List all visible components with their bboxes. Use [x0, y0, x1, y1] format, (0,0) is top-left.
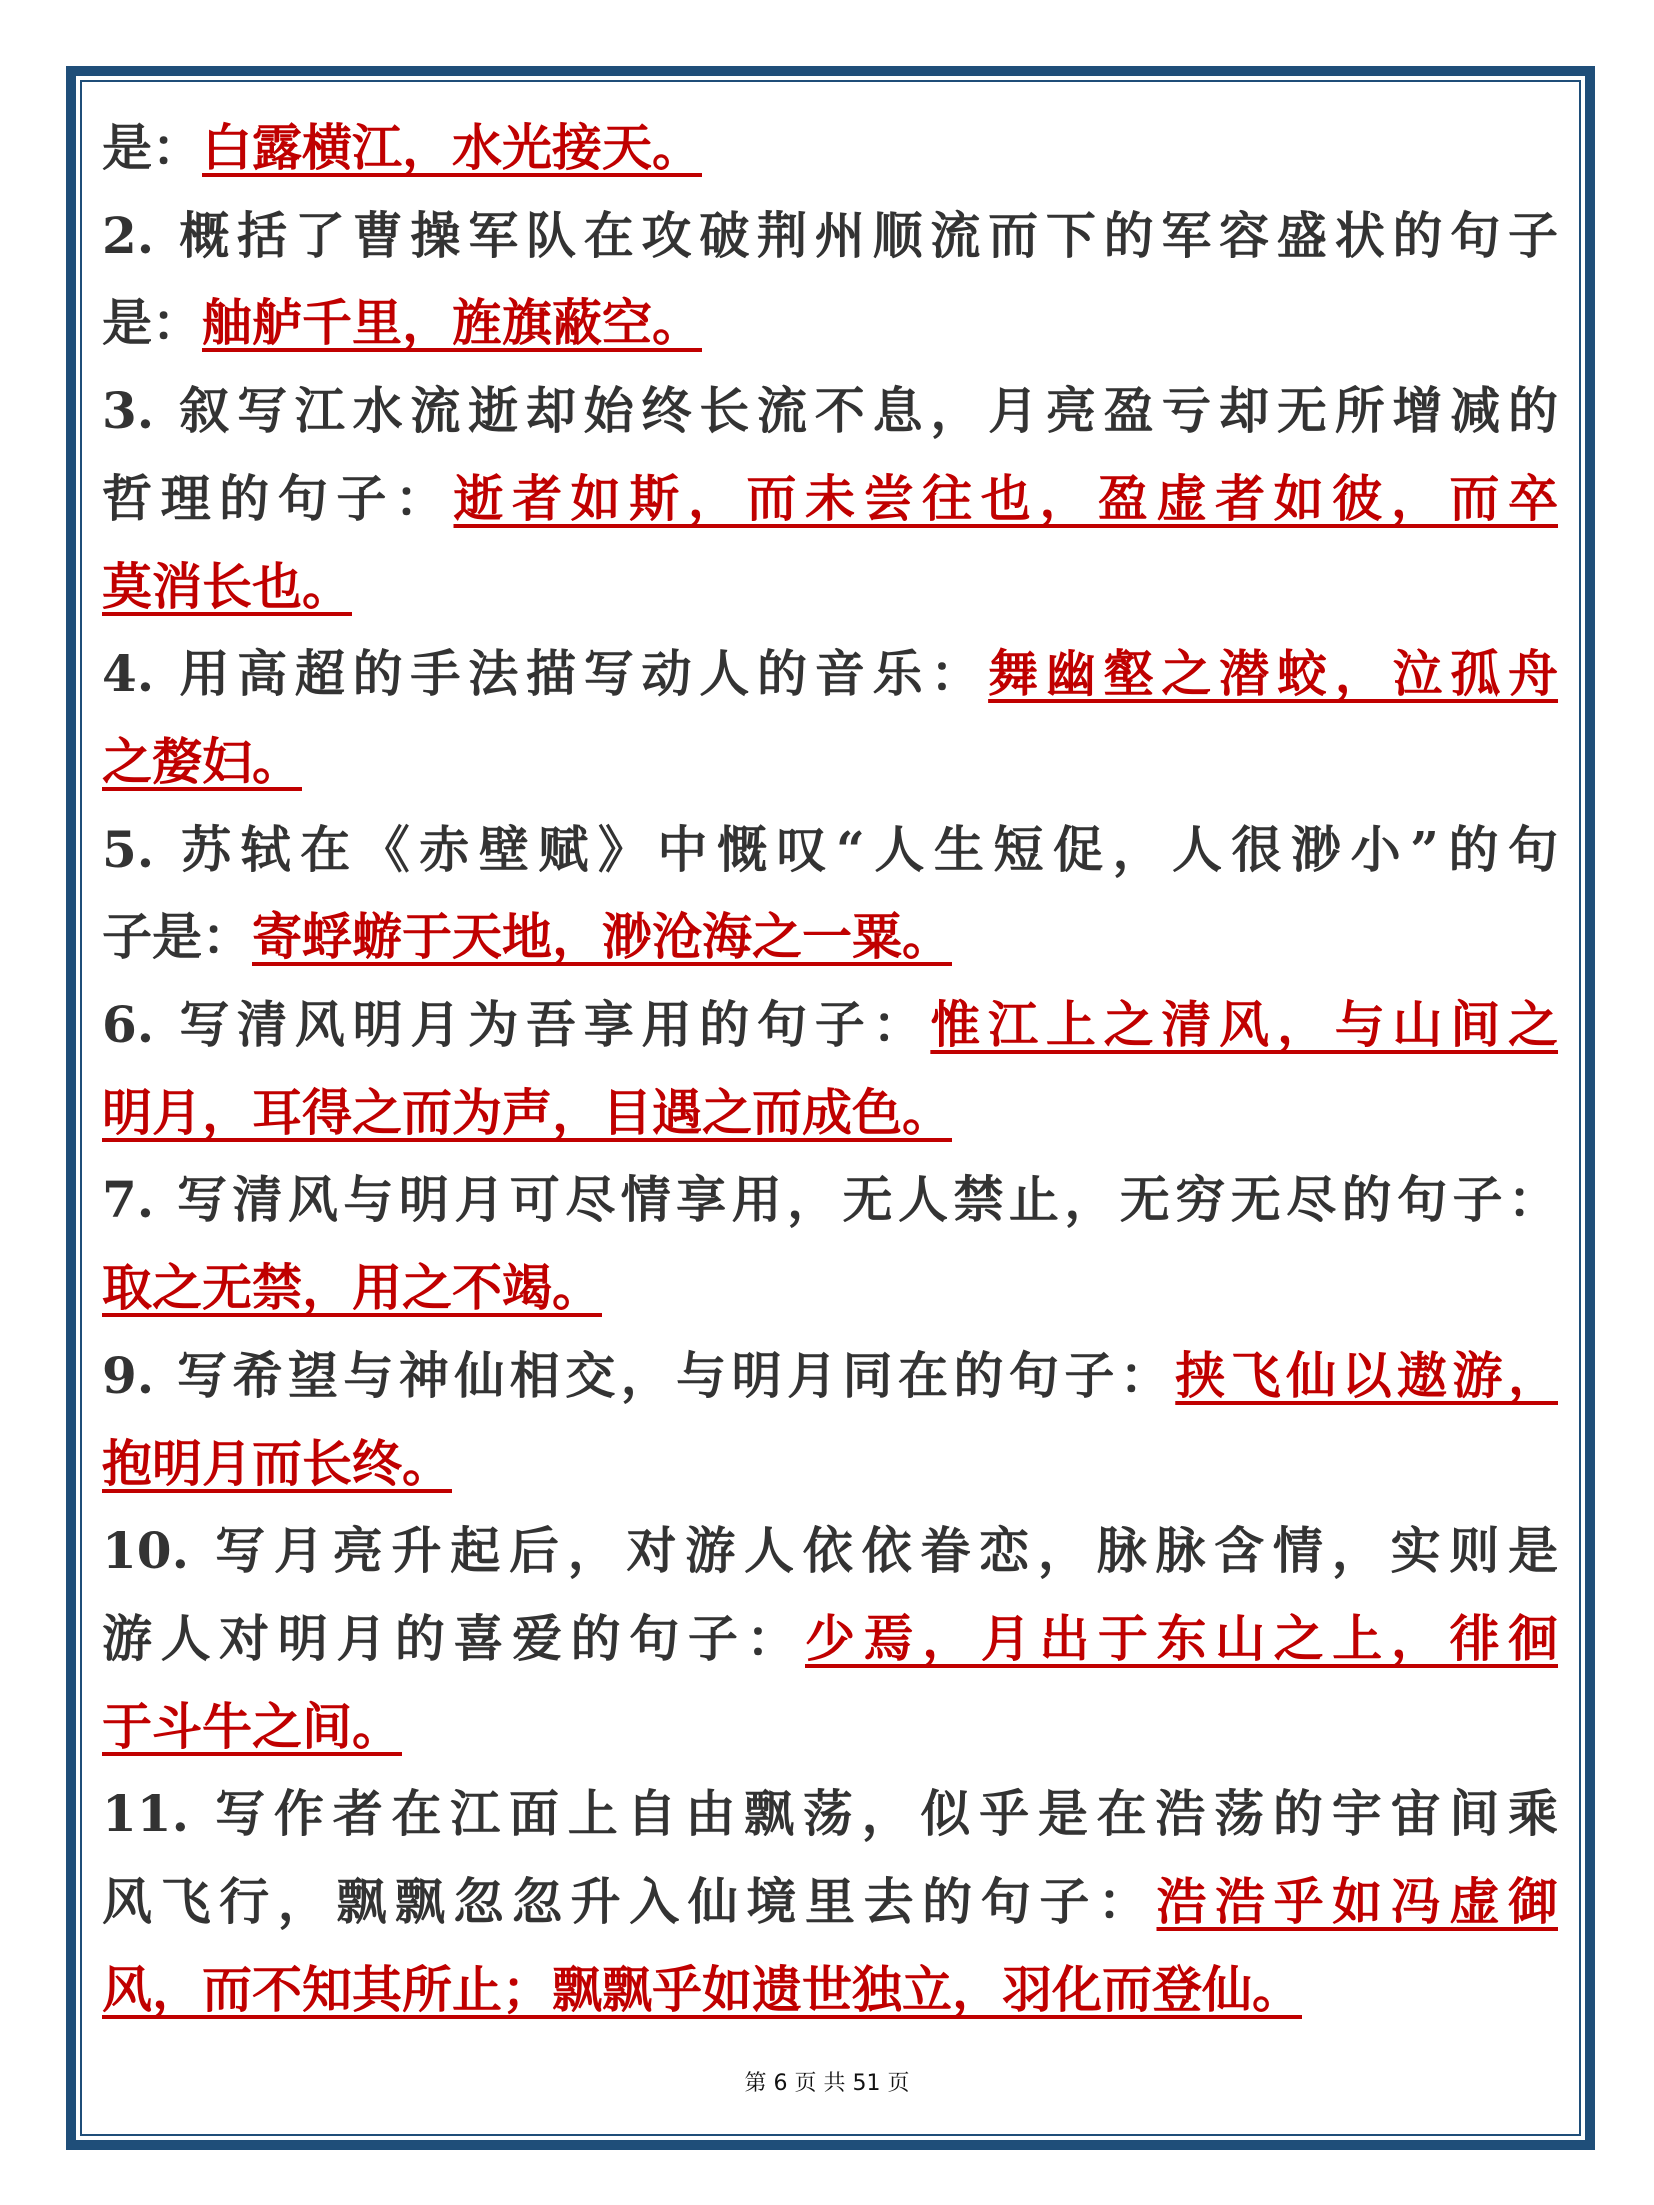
text-line [102, 630, 1558, 718]
answer-text: 舳舻千里，旌旗蔽空。 [202, 293, 702, 353]
text-line [102, 1595, 1558, 1683]
question-text: 7. 写清风与明月可尽情享用，无人禁止，无穷无尽的句子： [102, 1170, 1558, 1230]
answer-text: 挟飞仙以遨游， [1175, 1345, 1558, 1405]
text-line [102, 1420, 1558, 1508]
question-text: 4. 用高超的手法描写动人的音乐： [102, 644, 989, 704]
text-line [102, 1069, 1558, 1157]
question-text: 是： [102, 293, 202, 353]
text-line [102, 981, 1558, 1069]
text-line [102, 367, 1558, 455]
question-text: 6. 写清风明月为吾享用的句子： [102, 995, 931, 1054]
text-line [102, 279, 1558, 367]
answer-text: 莫消长也。 [102, 556, 352, 616]
question-text: 游人对明月的喜爱的句子： [102, 1608, 805, 1668]
question-text: 9. 写希望与神仙相交，与明月同在的句子： [102, 1345, 1176, 1405]
question-text: 子是： [102, 907, 252, 967]
answer-text: 浩浩乎如冯虚御 [1156, 1872, 1558, 1931]
text-line [102, 718, 1558, 806]
answer-text: 寄蜉蝣于天地，渺沧海之一粟。 [252, 907, 952, 967]
question-text: 风飞行，飘飘忽忽升入仙境里去的句子： [102, 1872, 1157, 1931]
text-line [102, 1332, 1558, 1420]
text-line [102, 1858, 1558, 1946]
question-text: 5. 苏轼在《赤壁赋》中慨叹“人生短促，人很渺小”的句 [102, 819, 1558, 879]
text-line [102, 893, 1558, 981]
text-line [102, 455, 1558, 543]
answer-text: 明月，耳得之而为声，目遇之而成色。 [102, 1082, 952, 1142]
answer-text: 之嫠妇。 [102, 731, 302, 791]
text-line [102, 1770, 1558, 1858]
text-line [102, 104, 1558, 192]
text-line [102, 1683, 1558, 1771]
answer-text: 舞幽壑之潜蛟，泣孤舟 [988, 644, 1559, 704]
question-text: 是： [102, 118, 202, 177]
page-number: 第 6 页 共 51 页 [744, 2071, 910, 2096]
answer-text: 惟江上之清风，与山间之 [930, 995, 1559, 1054]
question-text: 哲理的句子： [102, 468, 454, 528]
answer-text: 白露横江，水光接天。 [202, 118, 702, 177]
text-line [102, 1156, 1558, 1244]
question-text: 2. 概括了曹操军队在攻破荆州顺流而下的军容盛状的句子 [102, 205, 1558, 265]
text-line [102, 192, 1558, 280]
question-text: 11. 写作者在江面上自由飘荡，似乎是在浩荡的宇宙间乘 [102, 1784, 1558, 1844]
answer-text: 于斗牛之间。 [102, 1696, 402, 1756]
question-text: 10. 写月亮升起后，对游人依依眷恋，脉脉含情，实则是 [102, 1521, 1558, 1581]
answer-text: 风，而不知其所止；飘飘乎如遗世独立，羽化而登仙。 [102, 1959, 1302, 2019]
answer-text: 少焉，月出于东山之上，徘徊 [805, 1608, 1558, 1668]
question-text: 3. 叙写江水流逝却始终长流不息，月亮盈亏却无所增减的 [102, 381, 1558, 441]
answer-text: 取之无禁，用之不竭。 [102, 1258, 602, 1318]
text-line [102, 1507, 1558, 1595]
text-line [102, 806, 1558, 894]
text-line [102, 543, 1558, 631]
text-line [102, 1946, 1558, 2034]
text-line [102, 1244, 1558, 1332]
answer-text: 抱明月而长终。 [102, 1433, 452, 1493]
answer-text: 逝者如斯，而未尝往也，盈虚者如彼，而卒 [453, 468, 1558, 528]
